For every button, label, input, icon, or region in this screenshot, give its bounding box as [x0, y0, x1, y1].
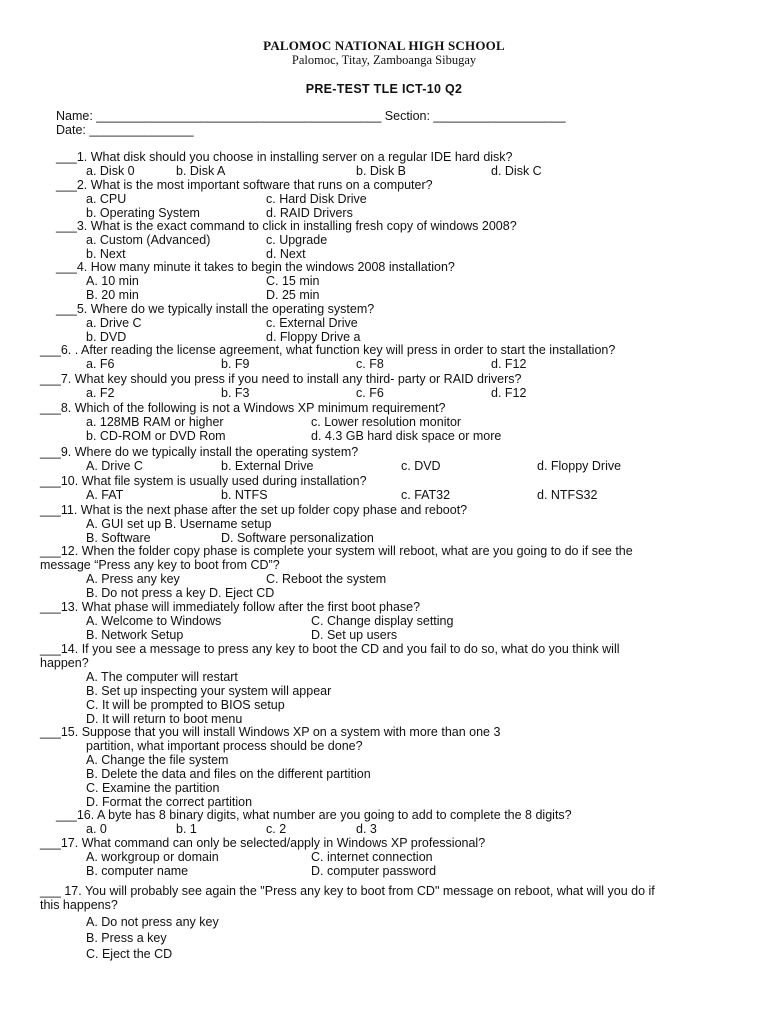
question-stem-continuation: happen? [40, 656, 89, 670]
answer-option[interactable]: a. F6 [86, 357, 115, 371]
answer-option[interactable]: C. 15 min [266, 274, 320, 288]
answer-option[interactable]: d. RAID Drivers [266, 206, 353, 220]
answer-option[interactable]: b. Disk B [356, 164, 407, 178]
question-stem: ___17. What command can only be selected/apply in Windows XP professional? [40, 836, 486, 850]
answer-option[interactable]: d. Floppy Drive [537, 459, 622, 473]
question-stem: ___13. What phase will immediately follow after the first boot phase? [40, 600, 421, 614]
answer-option[interactable]: c. Lower resolution monitor [311, 415, 462, 429]
answer-option[interactable]: D. Set up users [311, 628, 398, 642]
answer-option[interactable]: d. F12 [491, 386, 527, 400]
answer-option[interactable]: B. Press a key [86, 931, 167, 945]
answer-option[interactable]: a. CPU [86, 192, 127, 206]
answer-option[interactable]: A. FAT [86, 488, 124, 502]
answer-option[interactable]: b. External Drive [221, 459, 314, 473]
answer-option[interactable]: A. Welcome to Windows [86, 614, 222, 628]
question-stem: ___16. A byte has 8 binary digits, what number are you going to add to complete the 8 digits? [56, 808, 572, 822]
answer-option[interactable]: d. 4.3 GB hard disk space or more [311, 429, 502, 443]
answer-option[interactable]: C. internet connection [311, 850, 433, 864]
answer-option[interactable]: b. DVD [86, 330, 127, 344]
question-stem: ___8. Which of the following is not a Windows XP minimum requirement? [40, 401, 446, 415]
answer-option[interactable]: c. FAT32 [401, 488, 451, 502]
answer-option[interactable]: d. Disk C [491, 164, 542, 178]
answer-option[interactable]: a. F2 [86, 386, 115, 400]
question-stem: ___7. What key should you press if you need to install any third- party or RAID drivers? [40, 372, 522, 386]
answer-option[interactable]: C. Change display setting [311, 614, 454, 628]
answer-option[interactable]: b. F9 [221, 357, 250, 371]
answer-option[interactable]: A. GUI set up B. Username setup [86, 517, 272, 531]
answer-option[interactable]: b. NTFS [221, 488, 268, 502]
question-stem: ___3. What is the exact command to click in installing fresh copy of windows 2008? [56, 219, 517, 233]
answer-option[interactable]: d. F12 [491, 357, 527, 371]
question-stem: ___6. . After reading the license agreement, what function key will press in order to start the installation? [40, 343, 616, 357]
question-stem-continuation: message “Press any key to boot from CD”? [40, 558, 280, 572]
answer-option[interactable]: A. Change the file system [86, 753, 229, 767]
answer-option[interactable]: B. Software [86, 531, 151, 545]
question-stem: ___12. When the folder copy phase is complete your system will reboot, what are you going to do if see the [40, 544, 633, 558]
answer-option[interactable]: C. It will be prompted to BIOS setup [86, 698, 285, 712]
question-stem-continuation: this happens? [40, 898, 118, 912]
answer-option[interactable]: D. Format the correct partition [86, 795, 253, 809]
question-stem: ___10. What file system is usually used during installation? [40, 474, 367, 488]
answer-option[interactable]: D. computer password [311, 864, 437, 878]
answer-option[interactable]: c. External Drive [266, 316, 358, 330]
answer-option[interactable]: a. 128MB RAM or higher [86, 415, 224, 429]
question-stem: ___2. What is the most important software that runs on a computer? [56, 178, 433, 192]
answer-option[interactable]: c. DVD [401, 459, 441, 473]
answer-option[interactable]: A. Do not press any key [86, 915, 219, 929]
answer-option[interactable]: c. F6 [356, 386, 384, 400]
answer-option[interactable]: B. computer name [86, 864, 189, 878]
answer-option[interactable]: a. Drive C [86, 316, 142, 330]
answer-option[interactable]: d. NTFS32 [537, 488, 598, 502]
question-stem: ___14. If you see a message to press any key to boot the CD and you fail to do so, what do you think will [40, 642, 620, 656]
answer-option[interactable]: b. Operating System [86, 206, 200, 220]
answer-option[interactable]: B. 20 min [86, 288, 139, 302]
school-name: PALOMOC NATIONAL HIGH SCHOOL [263, 38, 505, 53]
answer-option[interactable]: B. Set up inspecting your system will appear [86, 684, 332, 698]
question-stem: ___ 17. You will probably see again the "Press any key to boot from CD" message on reboot, what will you do if [40, 884, 655, 898]
test-title: PRE-TEST TLE ICT-10 Q2 [305, 82, 463, 96]
answer-option[interactable]: c. F8 [356, 357, 384, 371]
answer-option[interactable]: A. Press any key [86, 572, 180, 586]
question-stem: ___4. How many minute it takes to begin the windows 2008 installation? [56, 260, 455, 274]
answer-option[interactable]: c. Upgrade [266, 233, 328, 247]
question-stem: ___15. Suppose that you will install Windows XP on a system with more than one 3 [40, 725, 501, 739]
answer-option[interactable]: b. Next [86, 247, 126, 261]
answer-option[interactable]: c. Hard Disk Drive [266, 192, 367, 206]
answer-option[interactable]: C. Reboot the system [266, 572, 387, 586]
question-stem: ___5. Where do we typically install the operating system? [56, 302, 375, 316]
answer-option[interactable]: b. CD-ROM or DVD Rom [86, 429, 226, 443]
answer-option[interactable]: A. workgroup or domain [86, 850, 219, 864]
answer-option[interactable]: A. 10 min [86, 274, 139, 288]
answer-option[interactable]: C. Examine the partition [86, 781, 220, 795]
question-stem-continuation: partition, what important process should be done? [86, 739, 363, 753]
answer-option[interactable]: A. The computer will restart [86, 670, 238, 684]
answer-option[interactable]: D. 25 min [266, 288, 320, 302]
answer-option[interactable]: b. Disk A [176, 164, 226, 178]
answer-option[interactable]: a. 0 [86, 822, 107, 836]
answer-option[interactable]: c. 2 [266, 822, 287, 836]
answer-option[interactable]: B. Do not press a key D. Eject CD [86, 586, 275, 600]
answer-option[interactable]: d. Floppy Drive a [266, 330, 361, 344]
answer-option[interactable]: D. Software personalization [221, 531, 374, 545]
date-field[interactable]: Date: _______________ [56, 123, 194, 137]
answer-option[interactable]: D. It will return to boot menu [86, 712, 243, 726]
answer-option[interactable]: a. Disk 0 [86, 164, 135, 178]
question-stem: ___1. What disk should you choose in installing server on a regular IDE hard disk? [56, 150, 513, 164]
answer-option[interactable]: B. Delete the data and files on the different partition [86, 767, 371, 781]
answer-option[interactable]: d. Next [266, 247, 306, 261]
answer-option[interactable]: b. F3 [221, 386, 250, 400]
question-stem: ___9. Where do we typically install the operating system? [40, 445, 359, 459]
answer-option[interactable]: a. Custom (Advanced) [86, 233, 211, 247]
question-stem: ___11. What is the next phase after the set up folder copy phase and reboot? [40, 503, 468, 517]
answer-option[interactable]: b. 1 [176, 822, 197, 836]
answer-option[interactable]: d. 3 [356, 822, 377, 836]
school-address: Palomoc, Titay, Zamboanga Sibugay [291, 53, 477, 67]
answer-option[interactable]: C. Eject the CD [86, 947, 173, 961]
answer-option[interactable]: B. Network Setup [86, 628, 184, 642]
name-section-field[interactable]: Name: _________________________________________ Section: ___________________ [56, 109, 566, 123]
answer-option[interactable]: A. Drive C [86, 459, 143, 473]
